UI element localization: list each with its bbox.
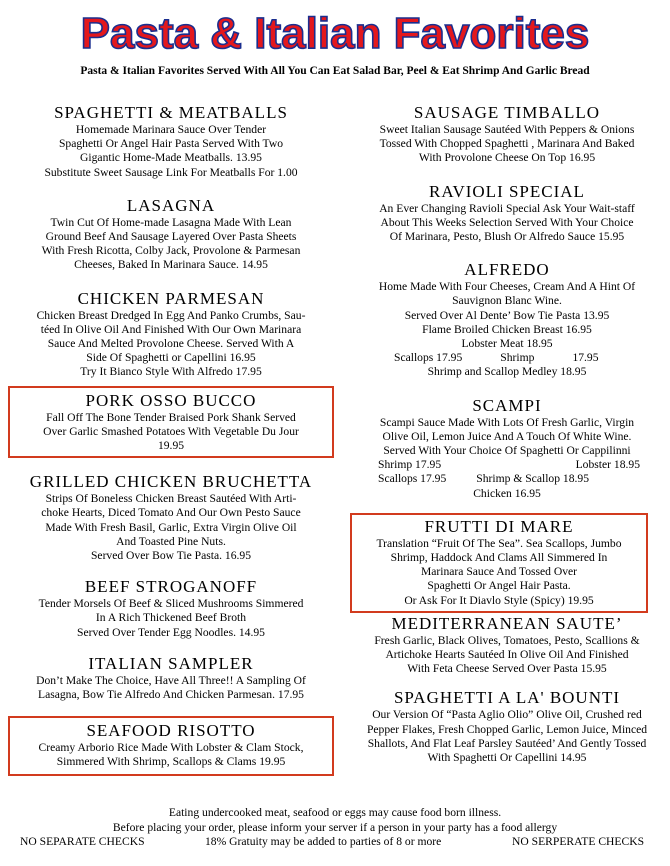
item-desc: Served With Your Choice Of Spaghetti Or Cappilinni [383,444,631,458]
item-name: MEDITERRANEAN SAUTE’ [391,613,623,633]
item-desc: Shrimp and Scallop Medley 18.95 [427,365,587,379]
menu-item-pork-osso-bucco [8,386,334,459]
allergy-notice: Before placing your order, please inform your server if a person in your party has a food allergy [112,821,558,834]
item-desc: Or Ask For It Diavlo Style (Spicy) 19.95 [404,593,594,607]
menu-item-sausage-timballo [344,103,670,166]
menu-item-grilled-chicken-bruchetta [8,472,334,563]
item-desc: Flame Broiled Chicken Breast 16.95 [422,322,592,336]
item-desc: Spaghetti Or Angel Hair Pasta Served With Two [58,137,284,151]
item-desc: Fresh Garlic, Black Olives, Tomatoes, Pesto, Scallions & [374,633,640,647]
item-desc: Chicken Breast Dredged In Egg And Panko Crumbs, Sau- [36,308,306,322]
item-name: SCAMPI [472,395,542,415]
item-desc: Artichoke Hearts Sautéed In Olive Oil And Finished [385,648,629,662]
item-desc: Simmered With Shrimp, Scallops & Clams 19.95 [56,755,286,769]
item-desc: Substitute Sweet Sausage Link For Meatballs For 1.00 [44,165,298,179]
item-desc: Cheeses, Baked In Marinara Sauce. 14.95 [74,258,268,272]
item-name: PORK OSSO BUCCO [85,390,257,410]
item-desc: And Toasted Pine Nuts. [116,534,226,548]
left-column [8,100,334,776]
item-desc: Spaghetti Or Angel Hair Pasta. [427,579,571,593]
price-scallops: Scallops 17.95 [378,472,447,486]
price-lobster: Lobster 18.95 [575,458,640,472]
item-name: GRILLED CHICKEN BRUCHETTA [29,472,313,492]
footer [0,806,670,850]
menu-item-chicken-parmesan [8,289,334,380]
item-price-row [344,351,670,365]
item-desc: Ground Beef And Sausage Layered Over Pasta Sheets [45,230,297,244]
item-desc: Scampi Sauce Made With Lots Of Fresh Garlic, Virgin [379,415,635,429]
item-name: BEEF STROGANOFF [84,577,258,597]
menu-item-italian-sampler [8,654,334,702]
price-scallops: Scallops 17.95 [394,351,463,365]
item-desc: Lasagna, Bow Tie Alfredo And Chicken Parmesan. 17.95 [38,688,304,702]
item-desc: téed In Olive Oil And Finished With Our Own Marinara [40,322,302,336]
no-separate-checks-left: NO SEPARATE CHECKS [20,835,145,848]
menu-item-spaghetti-a-la-bounti [344,688,670,765]
item-name: ITALIAN SAMPLER [88,653,254,673]
no-separate-checks-right: NO SERPERATE CHECKS [512,835,645,848]
item-desc: Olive Oil, Lemon Juice And A Touch Of White Wine. [382,429,632,443]
right-column [344,100,670,765]
menu-item-beef-stroganoff [8,577,334,640]
item-desc: Translation “Fruit Of The Sea”. Sea Scallops, Jumbo [376,536,622,550]
menu-title: Pasta & Italian Favorites [80,9,590,58]
menu-item-mediterranean-saute [344,614,670,677]
item-name: LASAGNA [126,195,216,215]
item-desc: Shallots, And Flat Leaf Parsley Sautéed’ And Gently Tossed [367,736,647,750]
item-name: RAVIOLI SPECIAL [429,181,585,201]
label-shrimp: Shrimp [500,351,535,365]
item-desc: Strips Of Boneless Chicken Breast Sautéed With Arti- [45,492,297,506]
item-desc: Creamy Arborio Rice Made With Lobster & Clam Stock, [38,741,304,755]
item-desc: Served Over Bow Tie Pasta. 16.95 [90,549,252,563]
item-name: SAUSAGE TIMBALLO [413,103,601,122]
item-desc: Marinara Sauce And Tossed Over [420,565,578,579]
item-desc: Try It Bianco Style With Alfredo 17.95 [80,365,262,379]
item-desc: With Feta Cheese Served Over Pasta 15.95 [407,662,607,676]
item-desc: In A Rich Thickened Beef Broth [95,611,247,625]
item-desc: Made With Fresh Basil, Garlic, Extra Virgin Olive Oil [45,520,297,534]
item-desc: Our Version Of “Pasta Aglio Olio” Olive Oil, Crushed red [372,708,642,722]
item-name: FRUTTI DI MARE [424,516,574,536]
menu-item-seafood-risotto [8,716,334,775]
item-desc: Side Of Spaghetti or Capellini 16.95 [86,351,256,365]
item-desc: An Ever Changing Ravioli Special Ask Your Wait-staff [379,201,635,215]
item-name: SPAGHETTI & MEATBALLS [54,103,288,122]
item-desc: choke Hearts, Diced Tomato And Our Own Pesto Sauce [41,506,301,520]
item-desc: Pepper Flakes, Fresh Chopped Garlic, Lemon Juice, Minced [366,722,648,736]
item-desc: With Fresh Ricotta, Colby Jack, Provolone & Parmesan [41,244,301,258]
item-desc: Tender Morsels Of Beef & Sliced Mushrooms Simmered [38,597,304,611]
footer-checks-row [0,835,670,850]
item-desc: Don’t Make The Choice, Have All Three!! A Sampling Of [36,673,306,687]
item-desc: With Provolone Cheese On Top 16.95 [418,151,596,165]
price-shrimp-scallop: Shrimp & Scallop 18.95 [476,472,589,486]
item-desc: Twin Cut Of Home-made Lasagna Made With Lean [50,215,292,229]
menu-item-frutti-di-mare [350,513,648,613]
item-desc: Served Over Tender Egg Noodles. 14.95 [77,625,265,639]
menu-item-alfredo [344,260,670,379]
item-desc: Of Marinara, Pesto, Blush Or Alfredo Sauce 15.95 [389,230,625,244]
price-shrimp: Shrimp 17.95 [378,458,442,472]
food-warning: Eating undercooked meat, seafood or eggs may cause food born illness. [168,806,502,819]
menu-item-scampi [344,396,670,501]
item-desc: Over Garlic Smashed Potatoes With Vegetable Du Jour [43,424,299,438]
item-desc: Tossed With Chopped Spaghetti , Marinara And Baked [379,137,635,151]
item-desc: Lobster Meat 18.95 [461,337,553,351]
item-price-row [344,472,670,486]
item-desc: About This Weeks Selection Served With Your Choice [380,215,634,229]
item-name: SPAGHETTI A LA' BOUNTI [393,688,621,708]
menu-subtitle: Pasta & Italian Favorites Served With All You Can Eat Salad Bar, Peel & Eat Shrimp And Garlic Bread [80,65,590,77]
menu-item-lasagna [8,196,334,273]
item-desc: Sauce And Melted Provolone Cheese. Served With A [47,337,295,351]
item-desc: 19.95 [157,439,185,453]
item-desc: With Spaghetti Or Capellini 14.95 [427,751,587,765]
item-desc: Home Made With Four Cheeses, Cream And A Hint Of [378,280,636,294]
menu-item-spaghetti-meatballs [8,103,334,180]
item-name: CHICKEN PARMESAN [77,288,265,308]
item-desc: Sauvignon Blanc Wine. [452,294,562,308]
item-desc: Sweet Italian Sausage Sautéed With Peppers & Onions [379,123,635,136]
item-desc: Chicken 16.95 [473,486,541,500]
item-desc: Shrimp, Haddock And Clams All Simmered In [390,551,608,565]
menu-item-ravioli-special [344,182,670,245]
item-price-row [344,458,670,472]
item-desc: Homemade Marinara Sauce Over Tender [75,123,267,136]
gratuity-notice: 18% Gratuity may be added to parties of 8 or more [205,835,442,848]
item-name: ALFREDO [464,260,550,280]
item-desc: Served Over Al Dente’ Bow Tie Pasta 13.95 [404,308,610,322]
item-name: SEAFOOD RISOTTO [86,721,256,741]
item-desc: Fall Off The Bone Tender Braised Pork Shank Served [46,410,296,424]
item-desc: Gigantic Home-Made Meatballs. 13.95 [80,151,262,165]
price-shrimp: 17.95 [572,351,599,365]
